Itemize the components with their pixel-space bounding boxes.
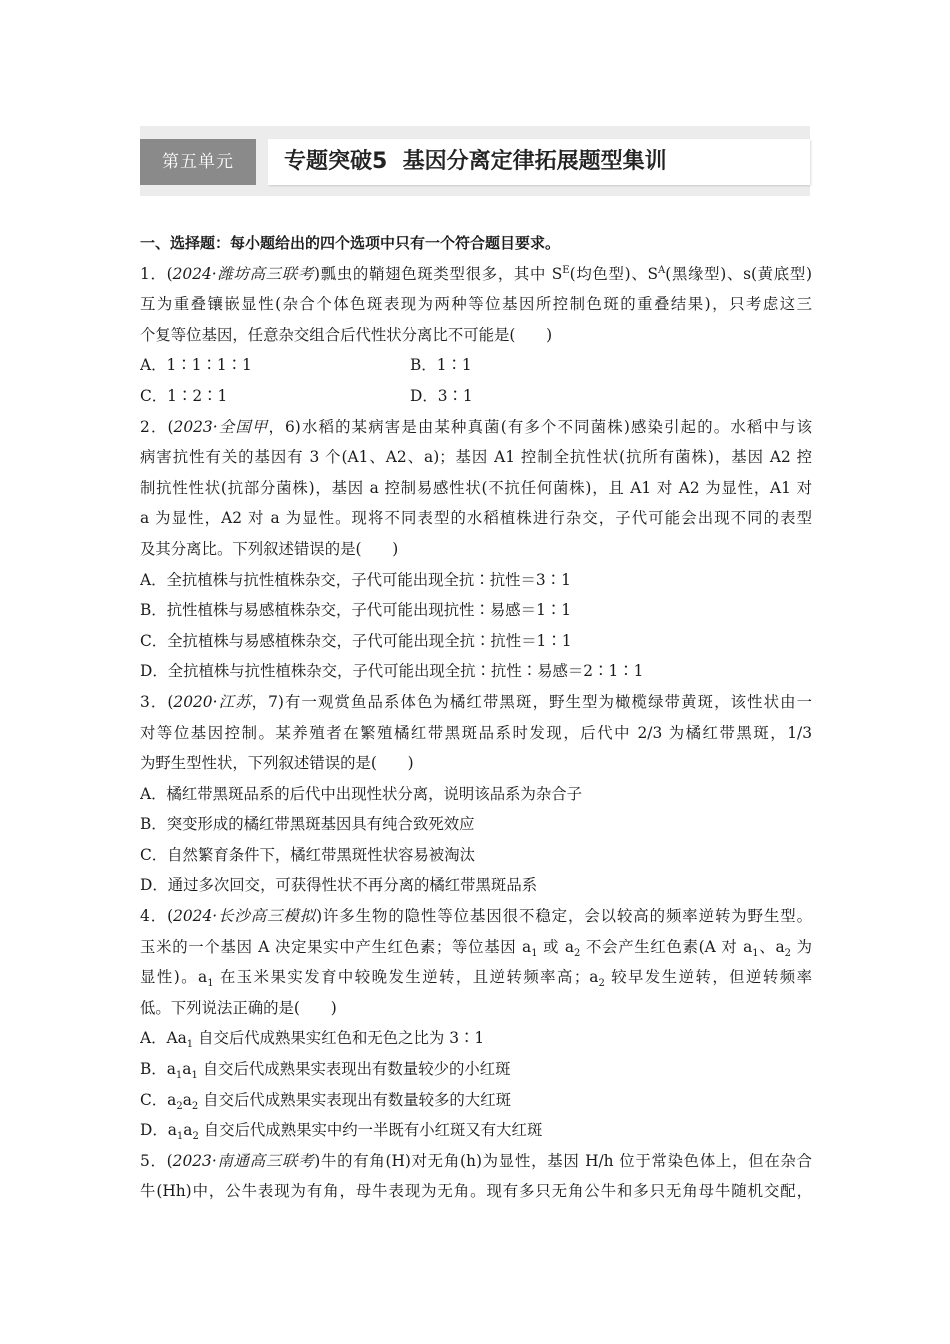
question-2-line-2: 病害抗性有关的基因有 3 个(A1、A2、a)；基因 A1 控制全抗性状(抗所有菌株)，基因 A2 控 (140, 448, 812, 467)
question-5-source: 2023·南通高三联考 (172, 1151, 315, 1170)
question-4-line-2: 玉米的一个基因 A 决定果实中产生红色素；等位基因 $a_1$ 或 $a_2$ 不会产生红色素(A 对 $a_1$、$a_2$ 为 (140, 937, 812, 959)
question-1-option-d[interactable]: D．3∶1 (410, 386, 473, 405)
question-2-option-b[interactable]: B．抗性植株与易感植株杂交，子代可能出现抗性∶易感＝1∶1 (140, 601, 572, 620)
question-1-option-b[interactable]: B．1∶1 (410, 356, 472, 375)
question-4-option-a[interactable]: A．$Aa_1$ 自交后代成熟果实红色和无色之比为 3∶1 (140, 1029, 485, 1051)
question-1-option-a[interactable]: A．1∶1∶1∶1 (140, 356, 252, 375)
question-3-option-c[interactable]: C．自然繁育条件下，橘红带黑斑性状容易被淘汰 (140, 845, 475, 864)
question-5-line-1: 5．(2023·南通高三联考)牛的有角(H)对无角(h)为显性，基因 H/h 位于常染色体上，但在杂合 (140, 1151, 812, 1170)
question-4-line-1: 4．(2024·长沙高三模拟)许多生物的隐性等位基因很不稳定，会以较高的频率逆转为野生型。 (140, 907, 812, 926)
question-1-option-c[interactable]: C．1∶2∶1 (140, 386, 228, 405)
question-4-option-c[interactable]: C．$a_2a_2$ 自交后代成熟果实表现出有数量较多的大红斑 (140, 1090, 511, 1112)
question-1-line-2: 互为重叠镶嵌显性(杂合个体色斑表现为两种等位基因所控制色斑的重叠结果)，只考虑这三 (140, 295, 812, 314)
question-2-option-d[interactable]: D．全抗植株与抗性植株杂交，子代可能出现全抗∶抗性∶易感＝2∶1∶1 (140, 662, 644, 681)
question-3-option-a[interactable]: A．橘红带黑斑品系的后代中出现性状分离，说明该品系为杂合子 (140, 784, 583, 803)
question-4-line-3: 显性)。$a_1$ 在玉米果实发育中较晚发生逆转，且逆转频率高；$a_2$ 较早发生逆转，但逆转频率 (140, 968, 812, 990)
question-2-line-3: 制抗性性状(抗部分菌株)，基因 a 控制易感性状(不抗任何菌株)，且 A1 对 A2 为显性，A1 对 (140, 478, 812, 497)
question-3-source: 2020·江苏 (173, 692, 252, 711)
question-3-option-d[interactable]: D．通过多次回交，可获得性状不再分离的橘红带黑斑品系 (140, 876, 538, 895)
question-1-options-cd (140, 381, 812, 412)
question-list (140, 228, 812, 1207)
question-3-line-3: 为野生型性状，下列叙述错误的是( ) (140, 754, 414, 773)
unit-label: 第五单元 (140, 139, 256, 185)
question-4-line-4: 低。下列说法正确的是( ) (140, 998, 337, 1017)
question-1-line-3: 个复等位基因，任意杂交组合后代性状分离比不可能是( ) (140, 325, 553, 344)
question-2-line-1: 2．(2023·全国甲，6)水稻的某病害是由某种真菌(有多个不同菌株)感染引起的。水稻中与该 (140, 417, 812, 436)
question-4-option-d[interactable]: D．$a_1a_2$ 自交后代成熟果实中约一半既有小红斑又有大红斑 (140, 1121, 543, 1143)
question-2-option-a[interactable]: A．全抗植株与抗性植株杂交，子代可能出现全抗∶抗性＝3∶1 (140, 570, 571, 589)
question-4-option-b[interactable]: B．$a_1a_1$ 自交后代成熟果实表现出有数量较少的小红斑 (140, 1060, 511, 1082)
question-2-line-4: a 为显性，A2 对 a 为显性。现将不同表型的水稻植株进行杂交，子代可能会出现不同的表型 (140, 509, 812, 528)
question-3-option-b[interactable]: B．突变形成的橘红带黑斑基因具有纯合致死效应 (140, 815, 475, 834)
question-2-option-c[interactable]: C．全抗植株与易感植株杂交，子代可能出现全抗∶抗性＝1∶1 (140, 631, 572, 650)
question-3-line-1: 3．(2020·江苏，7)有一观赏鱼品系体色为橘红带黑斑，野生型为橄榄绿带黄斑，该性状由一 (140, 692, 812, 711)
question-1-source: 2024·潍坊高三联考 (172, 264, 314, 283)
question-4-source: 2024·长沙高三模拟 (173, 907, 317, 926)
section-heading: 一、选择题：每小题给出的四个选项中只有一个符合题目要求。 (140, 234, 561, 252)
question-3-line-2: 对等位基因控制。某养殖者在繁殖橘红带黑斑品系时发现，后代中 2/3 为橘红带黑斑，1/3 (140, 723, 812, 742)
question-2-source: 2023·全国甲 (173, 417, 269, 436)
question-5-line-2: 牛(Hh)中，公牛表现为有角，母牛表现为无角。现有多只无角公牛和多只无角母牛随机交配， (140, 1182, 812, 1201)
question-1-options-ab (140, 350, 812, 381)
question-1-line-1: 1．(2024·潍坊高三联考)瓢虫的鞘翅色斑类型很多，其中 $S^E$(均色型)、$S^A$(黑缘型)、s(黄底型) (140, 264, 812, 283)
question-2-line-5: 及其分离比。下列叙述错误的是( ) (140, 539, 399, 558)
page-title: 专题突破5 基因分离定律拓展题型集训 (284, 149, 667, 174)
